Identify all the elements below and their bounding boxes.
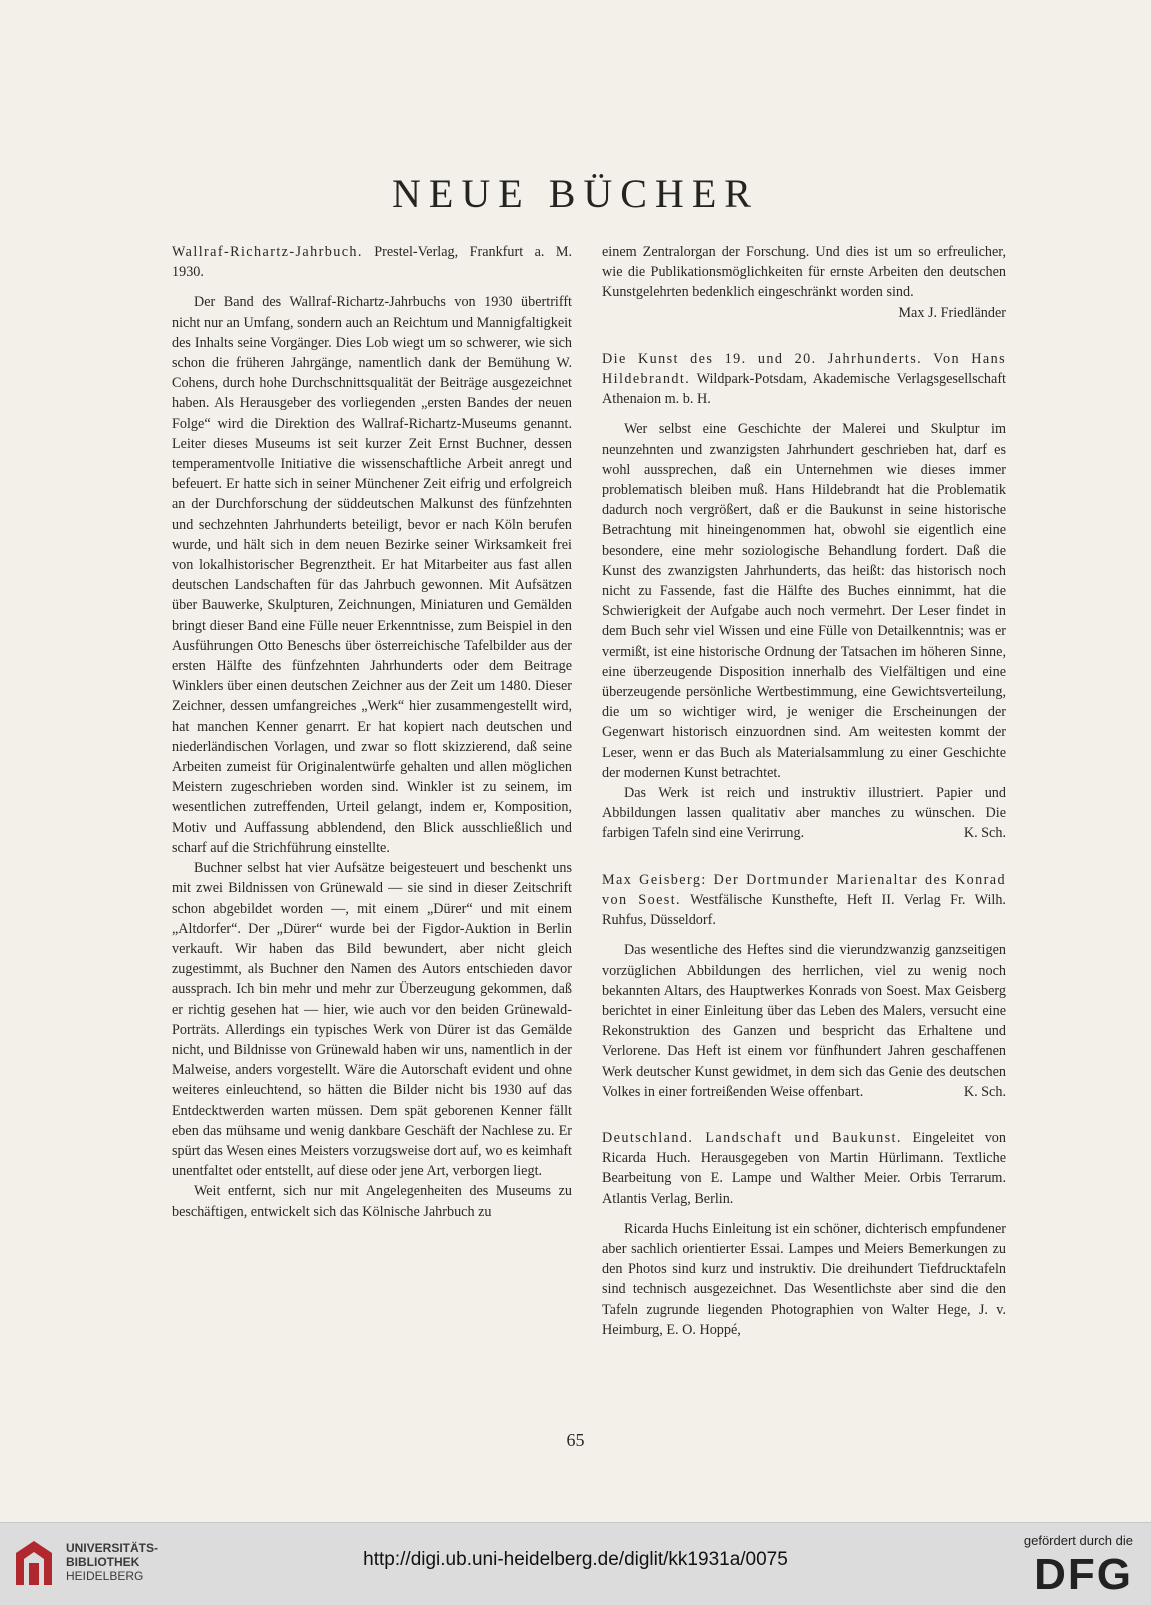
review-heading-details: Wildpark-Potsdam, Akademische Verlagsgesellschaft Athenaion m. b. H. bbox=[602, 371, 1006, 408]
viewer-footer bbox=[0, 1522, 1151, 1605]
review-heading bbox=[602, 1128, 1006, 1209]
review-heading bbox=[602, 870, 1006, 931]
paragraph: Ricarda Huchs Einleitung ist ein schöner, dichterisch empfundener aber sachlich orientierter Essai. Lampes und Meiers Bemerkungen zu den Photos sind kurz und instruktiv. Die dreihundert Tiefdrucktafeln sind technisch ausgezeichnet. Das Wesentlichste aber sind die den Tafeln zugrunde liegenden Photographien von Walter Hege, J. v. Heimburg, E. O. Hoppé, bbox=[602, 1220, 1006, 1338]
paragraph-text: Das Werk ist reich und instruktiv illustriert. Papier und Abbildungen lassen qualitativ aber manches zu wünschen. Die farbigen Tafeln sind eine Verirrung. bbox=[602, 785, 1006, 842]
dfg-logo[interactable]: DFG bbox=[1034, 1550, 1133, 1599]
paragraph bbox=[602, 242, 1006, 321]
paragraph: Wer selbst eine Geschichte der Malerei und Skulptur im neunzehnten und zwanzigsten Jahrhundert geschrieben hat, darf es wohl aussprechen, daß ein Unternehmen wie dieses immer problematisch bleiben muß. Hans Hildebrandt hat die Problematik dadurch noch vergrößert, daß er die Baukunst in seine historische Betrachtung mit hineingenommen hat, obwohl sie eigentlich eine besondere, eine mehr soziologische Behandlung fordert. Daß die Kunst des zwanzigsten Jahrhunderts, das heißt: das historisch noch nicht zu Fassende, fast die Hälfte des Buches einnimmt, hat die Schwierigkeit der Aufgabe auch noch vermehrt. Der Leser findet in dem Buch sehr viel Wissen und eine Fülle von Detailkenntnis; was er vermißt, ist eine historische Ordnung der Tatsachen im höheren Sinne, eine überzeugende Disposition innerhalb des Vielfältigen und eine überzeugende persönliche Wertbestimmung, eine Gewichtsverteilung, die um so wichtiger wird, je weniger die Erscheinungen der Gegenwart historisch einzuordnen sind. Am weitesten kommt der Leser, wenn er das Buch als Materialsammlung zu einer Geschichte der modernen Kunst betrachtet. bbox=[602, 421, 1006, 781]
funding-note: gefördert durch die bbox=[1023, 1533, 1133, 1548]
signature: K. Sch. bbox=[963, 825, 1006, 842]
paragraph-text: Das wesentliche des Heftes sind die vierundzwanzig ganzseitigen vorzüglichen Abbildungen des herrlichen, viel zu wenig noch bekannten Altars, des Hauptwerkes Konrads von Soest. Max Geisberg berichtet in einer Einleitung über das Leben des Malers, versucht eine Rekonstruktion des Ganzen und bespricht das Erhaltene und Verlorene. Das Heft ist einem vor fünfhundert Jahren geschaffenen Werk deutscher Kunst gewidmet, in dem sich das Genie des deutschen Volkes in einer fortreißenden Weise offenbart. bbox=[602, 942, 1006, 1100]
review-heading-title: Deutschland. Landschaft und Baukunst. bbox=[602, 1129, 902, 1146]
review-heading-details: Westfälische Kunsthefte, Heft II. Verlag Fr. Wilh. Ruhfus, Düsseldorf. bbox=[602, 891, 1006, 929]
page-title: NEUE BÜCHER bbox=[392, 171, 759, 216]
review-heading bbox=[172, 242, 572, 282]
review-heading-title: Max Geisberg: Der Dortmunder Marienaltar des Konrad von Soest. bbox=[602, 871, 1006, 908]
review-heading-title: Die Kunst des 19. und 20. Jahrhunderts. Von Hans Hildebrandt. bbox=[602, 350, 1006, 388]
paragraph bbox=[602, 783, 1006, 844]
page-number: 65 bbox=[566, 1430, 585, 1450]
review-heading-details: Prestel-Verlag, Frankfurt a. M. 1930. bbox=[172, 244, 572, 281]
review-heading-title: Wallraf-Richartz-Jahrbuch. bbox=[172, 244, 363, 260]
permalink-url[interactable]: http://digi.ub.uni-heidelberg.de/diglit/kk1931a/0075 bbox=[363, 1549, 788, 1570]
library-name[interactable]: UNIVERSITÄTS- BIBLIOTHEK HEIDELBERG bbox=[66, 1541, 159, 1583]
paragraph: Buchner selbst hat vier Aufsätze beigesteuert und beschenkt uns mit zwei Bildnissen von Grünewald — sie sind in dieser Zeitschrift schon abgebildet worden —, mit einem „Dürer“ und mit einem „Altdorfer“. Der „Dürer“ wurde bei der Figdor-Auktion in Berlin verkauft. Wir haben das Bild bewundert, aber nicht gleich zugestimmt, als Buchner den Namen des Autors entschieden davor aussprach. Ich bin mehr und mehr zur Überzeugung gekommen, daß er richtig gesehen hat — hier, wie auch vor den beiden Grünewald-Porträts. Allerdings ein typisches Werk von Dürer ist das Gemälde nicht, und Bildnisse von Grünewald haben wir uns, namentlich in der Malweise, anders vorgestellt. Wäre die Autorschaft evident und ohne weiteres einleuchtend, so hätten die Bilder nicht bis 1930 auf das Entdecktwerden warten müssen. Dem spät geborenen Kenner fällt eben das mühsame und wenig dankbare Geschäft der Nachlese zu. Er spürt das Wesen eines Meisters vorzugsweise dort auf, wo es keimhaft unentfaltet oder entstellt, auf diese oder jene Art, verborgen liegt. bbox=[172, 860, 572, 1180]
right-column bbox=[602, 242, 1006, 1340]
review-heading bbox=[602, 349, 1006, 410]
paragraph: Der Band des Wallraf-Richartz-Jahrbuchs von 1930 übertrifft nicht nur an Umfang, sondern auch an Reichtum und Mannigfaltigkeit des Inhalts seine Vorgänger. Dies Lob wiegt um so schwerer, wie sich schon die früheren Jahrgänge, namentlich dank der Bemühung W. Cohens, durch hohe Durchschnittsqualität der Beiträge ausgezeichnet haben. Als Herausgeber des vorliegenden „ersten Bandes der neuen Folge“ wird die Direktion des Wallraf-Richartz-Museums genannt. Leiter dieses Museums ist seit kurzer Zeit Ernst Buchner, dessen temperamentvolle Initiative die wissenschaftliche Arbeit anregt und befeuert. Er hatte sich in seiner Münchener Zeit eifrig und erfolgreich an der Durchforschung der süddeutschen Malkunst des fünfzehnten und sechzehnten Jahrhunderts beteiligt, bevor er nach Köln berufen wurde, und hält sich in dem neuen Bezirke seiner Wirksamkeit frei von lokalhistorischer Begrenztheit. Er hat Mitarbeiter aus fast allen deutschen Landschaften für das Jahrbuch gewonnen. Mit Aufsätzen über Bauwerke, Skulpturen, Zeichnungen, Miniaturen und Gemälden bringt dieser Band eine Fülle neuer Erkenntnisse, zum Beispiel in den Ausführungen Otto Beneschs über österreichische Tafelbilder aus der ersten Hälfte des fünfzehnten Jahrhunderts oder dem Beitrage Winklers über einen deutschen Zeichner aus der Zeit um 1480. Dieser Zeichner, dessen umfangreiches „Werk“ hier zusammengestellt wird, hat manchen Kenner genarrt. Er hat kopiert nach deutschen und niederländischen Vorlagen, und zwar so flott skizzierend, daß seine Arbeiten zumeist für Originalentwürfe gehalten und allen möglichen Meistern zugeschrieben worden sind. Winkler ist zu seinem, im wesentlichen zutreffenden, Urteil gelangt, indem er, Komposition, Motiv und Auffassung abblendend, den Blick ausschließlich und scharf auf die Strichführung einstellte. bbox=[172, 294, 572, 856]
signature: K. Sch. bbox=[963, 1083, 1006, 1100]
review-heading-details: Eingeleitet von Ricarda Huch. Herausgegeben von Martin Hürlimann. Textliche Bearbeitung von E. Lampe und Walther Meier. Orbis Terrarum. Atlantis Verlag, Berlin. bbox=[602, 1129, 1006, 1207]
paragraph-text: einem Zentralorgan der Forschung. Und dies ist um so erfreulicher, wie die Publikationsmöglichkeiten für ernste Arbeiten den deutschen Kunstgelehrten bedenklich eingeschränkt worden sind. bbox=[602, 244, 1006, 301]
signature: Max J. Friedländer bbox=[898, 304, 1006, 321]
left-column bbox=[172, 242, 572, 1222]
paragraph: Weit entfernt, sich nur mit Angelegenheiten des Museums zu beschäftigen, entwickelt sich das Kölnische Jahrbuch zu bbox=[172, 1183, 572, 1220]
paragraph bbox=[602, 940, 1006, 1102]
